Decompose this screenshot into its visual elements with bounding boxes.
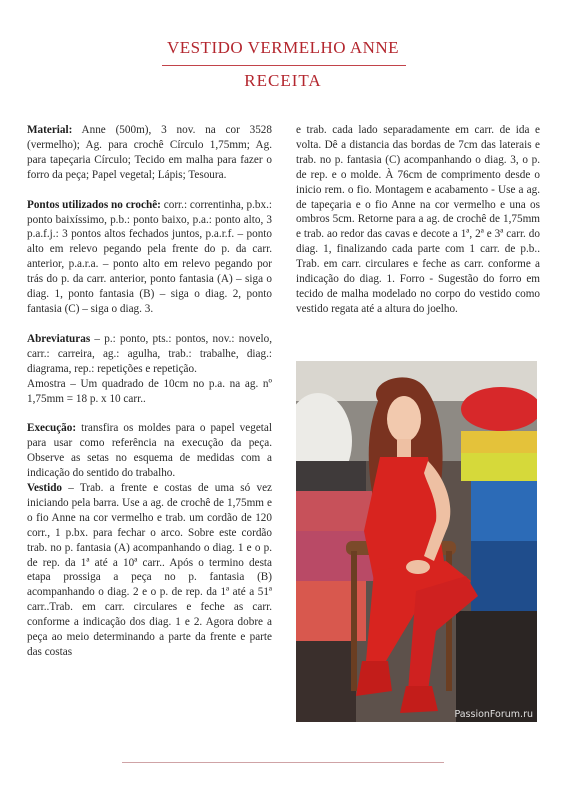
- dress-text: – Trab. a frente e costas de uma só vez iniciando pela barra. Use a ag. de crochê de 1,75mm e o fio Anne na cor vermelho e trab. um cordão de 120 corr., 1 p.bx. para fechar o arco. Sobre este cordão trab. no p. fantasia (A) acompanhando o diag. 1 e o p. de rep. da 1ª até a 10ª carr.. Após o termino desta etapa prossiga a peça no p. fantasia (B) acompanhando o diag. 2 e o p. de rep. da 1ª até a 51ª carr..Trab. em carr. circulares e feche as carr. conforme a indicação dos diag. 1 e 2. Agora dobre a peça ao meio determinando a parte da frente e parte das costas: [27, 482, 272, 658]
- continuation-paragraph: e trab. cada lado separadamente em carr. de ida e volta. Dê a distancia das bordas de 7cm das laterais e trab. no p. fantasia (C) acompanhando o diag. 3, o p. de rep. e o molde. À 76cm de comprimento desde o inicio rem. o fio. Montagem e acabamento - Use a ag. de tapeçaria e o fio Anne na cor vermelho e una os ombros 5cm. Retorne para a ag. de crochê de 1,75mm e trab. ao redor das cavas e decote a 1ª, 2ª e 3ª carr. do diag. 1, finalizando cada parte com 1 carr. de p.b.. Trab. em carr. circulares e feche as carr. conforme a indicação do diag. 1. Forro - Sugestão do forro em tecido de malha modelado no corpo do vestido como vestido regata até a altura do joelho.: [296, 124, 540, 315]
- footer-divider: [122, 762, 444, 763]
- title-divider: [162, 65, 406, 66]
- gauge-paragraph: [27, 377, 272, 407]
- execution-label: Execução:: [27, 422, 77, 435]
- abbreviations-paragraph: [27, 332, 272, 377]
- model-photo-illustration: [296, 361, 537, 722]
- model-photo: [296, 361, 537, 722]
- gauge-text: Amostra – Um quadrado de 10cm no p.a. na ag. nº 1,75mm = 18 p. x 10 carr..: [27, 377, 272, 405]
- execution-paragraph: [27, 421, 272, 481]
- stitches-label: Pontos utilizados no crochê:: [27, 198, 161, 211]
- material-label: Material:: [27, 124, 73, 136]
- abbreviations-text: – p.: ponto, pts.: pontos, nov.: novelo, carr.: carreira, ag.: agulha, trab.: trabalhe, diag.: diagrama, rep.: repetições e repetição.: [27, 332, 272, 375]
- page-title: VESTIDO VERMELHO ANNE: [166, 38, 400, 57]
- right-text-column: [296, 123, 540, 317]
- abbreviations-label: Abreviaturas: [27, 332, 91, 345]
- material-text: Anne (500m), 3 nov. na cor 3528 (vermelho); Ag. para crochê Círculo 1,75mm; Ag. para tapeçaria Círculo; Tecido em malha para fazer o forro da peça; Papel vegetal; Lápis; Tesoura.: [27, 124, 272, 181]
- stitches-text: corr.: correntinha, p.bx.: ponto baixíssimo, p.b.: ponto baixo, p.a.: ponto alto, 3 p.a.f.j.: 3 pontos altos fechados juntos, p.a.r.f. – ponto alto em relevo pegando pela frente do p. da carr. anterior, p.a.r.a. – ponto alto em relevo pegando por trás do p. da carr. anterior, ponto fantasia (A) – siga o diag. 1, ponto fantasia (B) – siga o diag. 2, ponto fantasia (C) – siga o diag. 3.: [27, 198, 272, 315]
- watermark: PassionForum.ru: [454, 709, 533, 720]
- dress-label: Vestido: [27, 482, 63, 495]
- left-text-column: [27, 123, 272, 660]
- execution-text: transfira os moldes para o papel vegetal para usar como referência na execução da peça. Observe as setas no esquema de medidas com a indicação do sentido do trabalho.: [27, 422, 272, 480]
- stitches-paragraph: [27, 198, 272, 317]
- dress-paragraph: [27, 481, 272, 660]
- material-paragraph: [27, 123, 272, 183]
- page-subtitle: RECEITA: [244, 71, 322, 90]
